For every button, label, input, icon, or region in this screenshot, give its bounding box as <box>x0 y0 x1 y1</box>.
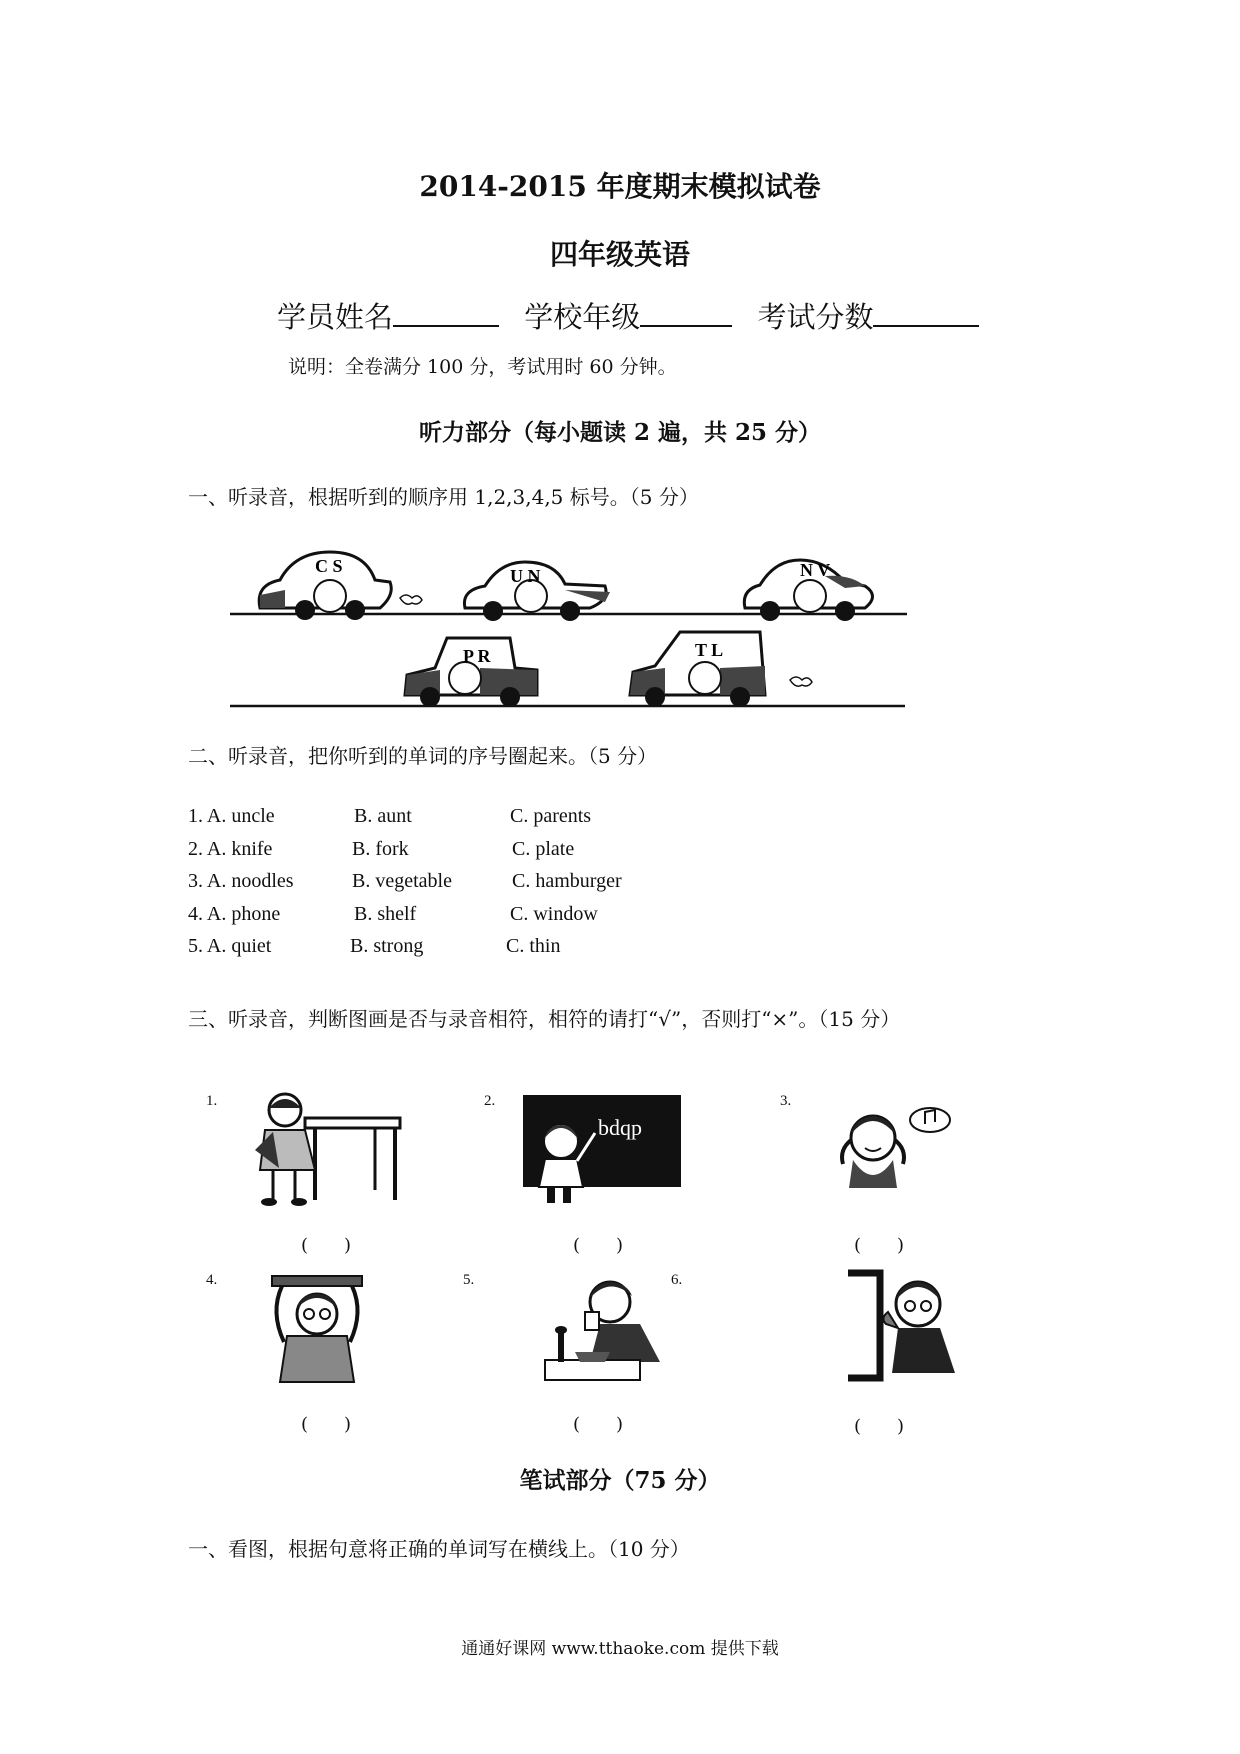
name-label: 学员姓名 <box>277 300 394 334</box>
pic2-number: 2. <box>484 1093 496 1109</box>
school-grade-label: 学校年级 <box>524 300 641 334</box>
pic4-answer-parens[interactable]: ( ) <box>301 1414 352 1435</box>
car-nv <box>744 560 872 621</box>
pic6-answer-parens[interactable]: ( ) <box>854 1416 905 1437</box>
q2-5-a[interactable]: 5. A. quiet <box>188 935 272 957</box>
pic5-boy-drinking <box>540 1272 670 1387</box>
pic5-answer-parens[interactable]: ( ) <box>573 1414 624 1435</box>
q2-3-a[interactable]: 3. A. noodles <box>188 870 294 892</box>
car-cs <box>259 552 422 620</box>
exam-title: 2014-2015 年度期末模拟试卷 <box>419 170 821 203</box>
q2-2-c[interactable]: C. plate <box>512 838 575 860</box>
pic6-number: 6. <box>671 1272 683 1288</box>
car-un-letters: U N <box>510 566 541 586</box>
car-tl-letters: T L <box>695 640 724 660</box>
pic2-answer-parens[interactable]: ( ) <box>573 1235 624 1256</box>
car-un <box>464 562 610 621</box>
page-footer: 通通好课网 www.tthaoke.com 提供下载 <box>461 1639 779 1659</box>
pic3-number: 3. <box>780 1093 792 1109</box>
q2-2-b[interactable]: B. fork <box>352 838 409 860</box>
pic3-answer-parens[interactable]: ( ) <box>854 1235 905 1256</box>
written-q1-instruction: 一、看图，根据句意将正确的单词写在横线上。（10 分） <box>188 1537 690 1561</box>
cars-illustration <box>225 540 925 715</box>
pic4-number: 4. <box>206 1272 218 1288</box>
q2-1-a[interactable]: 1. A. uncle <box>188 805 275 827</box>
pic2-blackboard <box>523 1095 683 1205</box>
listening-q3-instruction: 三、听录音，判断图画是否与录音相符，相符的请打“√”，否则打“×”。（15 分） <box>188 1007 901 1031</box>
score-blank[interactable] <box>873 295 979 327</box>
pic1-answer-parens[interactable]: ( ) <box>301 1235 352 1256</box>
pic5-number: 5. <box>463 1272 475 1288</box>
exam-note: 说明：全卷满分 100 分，考试用时 60 分钟。 <box>288 356 677 378</box>
q2-3-c[interactable]: C. hamburger <box>512 870 622 892</box>
listening-section-title: 听力部分（每小题读 2 遍，共 25 分） <box>418 419 822 446</box>
blackboard-text: bdqp <box>598 1115 642 1140</box>
q2-1-b[interactable]: B. aunt <box>354 805 412 827</box>
written-section-title: 笔试部分（75 分） <box>519 1467 721 1494</box>
pic3-girl-singing <box>825 1100 965 1200</box>
q2-5-c[interactable]: C. thin <box>506 935 561 957</box>
score-label: 考试分数 <box>757 300 874 334</box>
car-nv-letters: N V <box>800 560 831 580</box>
pic1-number: 1. <box>206 1093 218 1109</box>
q2-3-b[interactable]: B. vegetable <box>352 870 452 892</box>
pic4-boy-book-on-head <box>262 1272 372 1392</box>
listening-q1-instruction: 一、听录音，根据听到的顺序用 1,2,3,4,5 标号。（5 分） <box>188 485 699 509</box>
pic6-boy-at-door <box>840 1268 970 1383</box>
q2-4-c[interactable]: C. window <box>510 903 598 925</box>
car-pr <box>405 638 537 707</box>
student-info-line <box>277 295 979 336</box>
school-grade-blank[interactable] <box>640 295 732 327</box>
listening-q2-instruction: 二、听录音，把你听到的单词的序号圈起来。（5 分） <box>188 744 658 768</box>
q2-2-a[interactable]: 2. A. knife <box>188 838 273 860</box>
name-blank[interactable] <box>393 295 499 327</box>
q2-5-b[interactable]: B. strong <box>350 935 424 957</box>
q2-1-c[interactable]: C. parents <box>510 805 592 827</box>
q2-4-a[interactable]: 4. A. phone <box>188 903 281 925</box>
car-tl <box>630 632 812 707</box>
q2-4-b[interactable]: B. shelf <box>354 903 417 925</box>
grade-subject: 四年级英语 <box>549 238 690 271</box>
pic1-girl-at-desk <box>245 1090 405 1210</box>
car-cs-letters: C S <box>315 556 343 576</box>
car-pr-letters: P R <box>463 646 491 666</box>
